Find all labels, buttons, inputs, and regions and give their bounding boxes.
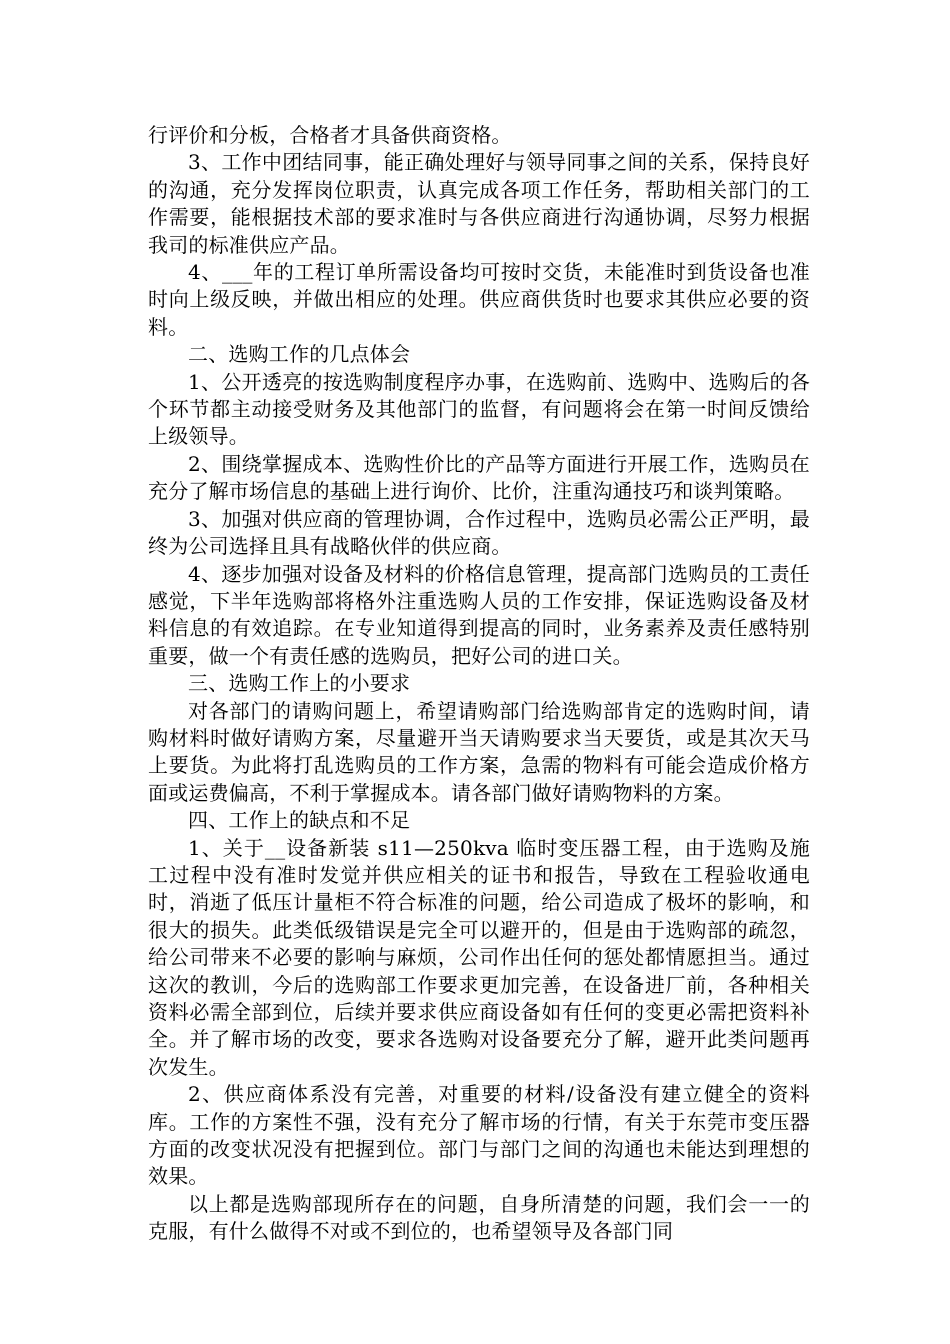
paragraph-shortcoming-2: 2、供应商体系没有完善，对重要的材料/设备没有建立健全的资料库。工作的方案性不强，没有充分了解市场的行情，有关于东莞市变压器方面的改变状况没有把握到位。部门与部门之间的沟通也未能达到理想的效果。 [148, 1082, 810, 1189]
paragraph-experience-4: 4、逐步加强对设备及材料的价格信息管理，提高部门选购员的工责任感觉，下半年选购部将格外注重选购人员的工作安排，保证选购设备及材料信息的有效追踪。在专业知道得到提高的同时，业务素养及责任感特别重要，做一个有责任感的选购员，把好公司的进口关。 [148, 561, 810, 668]
section-heading-3: 三、选购工作上的小要求 [188, 671, 411, 696]
section-heading-4: 四、工作上的缺点和不足 [188, 808, 411, 833]
paragraph-continuation: 行评价和分板，合格者才具备供商资格。 [148, 123, 512, 147]
paragraph-item-3: 3、工作中团结同事，能正确处理好与领导同事之间的关系，保持良好的沟通，充分发挥岗位职责，认真完成各项工作任务，帮助相关部门的工作需要，能根据技术部的要求准时与各供应商进行沟通协调，尽努力根据我司的标准供应产品。 [148, 150, 810, 257]
paragraph-item-4: 4、___年的工程订单所需设备均可按时交货，未能准时到货设备也准时向上级反映，并做出相应的处理。供应商供货时也要求其供应必要的资料。 [148, 260, 810, 339]
section-heading-2: 二、选购工作的几点体会 [188, 342, 411, 367]
paragraph-experience-1: 1、公开透亮的按选购制度程序办事，在选购前、选购中、选购后的各个环节都主动接受财务及其他部门的监督，有问题将会在第一时间反馈给上级领导。 [148, 369, 810, 449]
paragraph-experience-2: 2、围绕掌握成本、选购性价比的产品等方面进行开展工作，选购员在充分了解市场信息的基础上进行询价、比价，注重沟通技巧和谈判策略。 [148, 451, 810, 504]
paragraph-conclusion: 以上都是选购部现所存在的问题，自身所清楚的问题，我们会一一的克服，有什么做得不对或不到位的，也希望领导及各部门同 [148, 1191, 810, 1244]
paragraph-experience-3: 3、加强对供应商的管理协调，合作过程中，选购员必需公正严明，最终为公司选择且具有战略伙伴的供应商。 [148, 506, 810, 559]
document-body [148, 122, 810, 1246]
paragraph-shortcoming-1: 1、关于__设备新装 s11—250kva 临时变压器工程，由于选购及施工过程中没有准时发觉并供应相关的证书和报告，导致在工程验收通电时，消逝了低压计量柜不符合标准的问题，给公司造成了极坏的影响，和很大的损失。此类低级错误是完全可以避开的，但是由于选购部的疏忽，给公司带来不必要的影响与麻烦，公司作出任何的惩处都情愿担当。通过这次的教训，今后的选购部工作要求更加完善，在设备进厂前，各种相关资料必需全部到位，后续并要求供应商设备如有任何的变更必需把资料补全。并了解市场的改变，要求各选购对设备要充分了解，避开此类问题再次发生。 [148, 835, 810, 1079]
paragraph-requirements: 对各部门的请购问题上，希望请购部门给选购部肯定的选购时间，请购材料时做好请购方案，尽量避开当天请购要求当天要货，或是其次天马上要货。为此将打乱选购员的工作方案，急需的物料有可能会造成价格方面或运费偏高，不利于掌握成本。请各部门做好请购物料的方案。 [148, 698, 810, 805]
